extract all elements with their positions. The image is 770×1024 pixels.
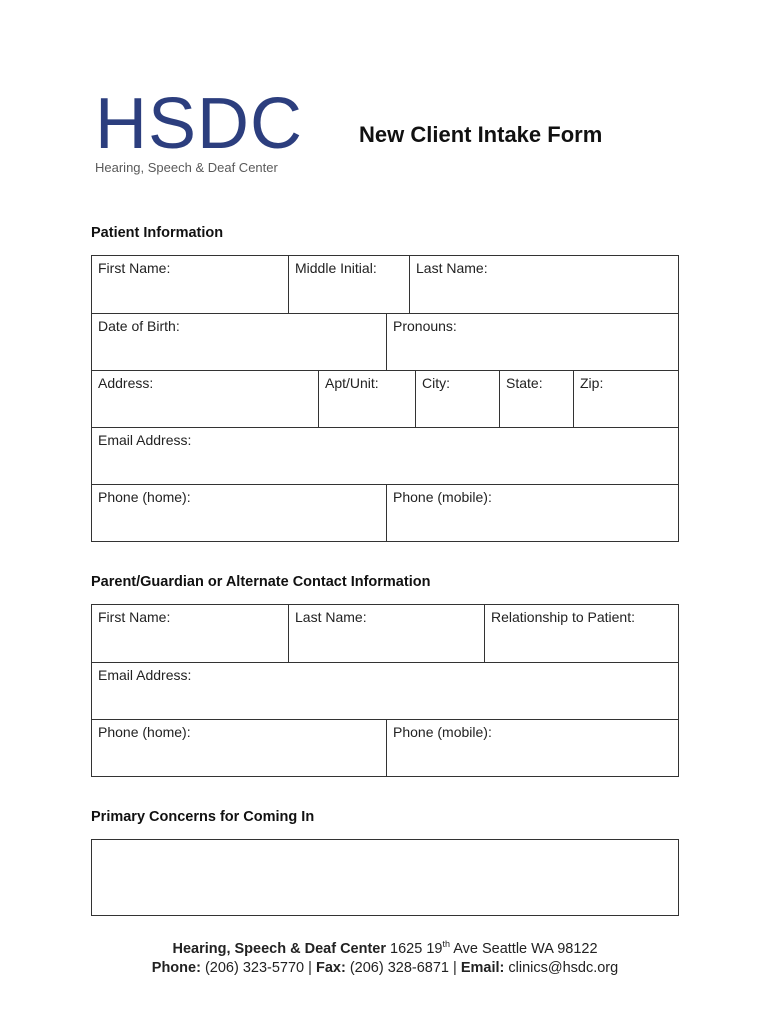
footer-org-name: Hearing, Speech & Deaf Center: [172, 940, 387, 957]
guardian-first-name-cell: [92, 605, 288, 662]
patient-middle-initial-label: Middle Initial:: [295, 260, 377, 276]
guardian-phone-row: [92, 719, 678, 776]
footer-separator: |: [453, 960, 457, 976]
guardian-phone-mobile-cell: [386, 720, 678, 776]
logo-subtitle: Hearing, Speech & Deaf Center: [95, 160, 278, 175]
footer-street-number: 1625 19: [390, 940, 443, 957]
concerns-field[interactable]: [92, 840, 678, 915]
patient-apt-cell: [318, 371, 415, 427]
patient-last-name-field[interactable]: [416, 276, 672, 302]
logo-mark: HSDC: [95, 84, 304, 164]
patient-phone-home-cell: [92, 485, 386, 541]
form-title: New Client Intake Form: [359, 122, 603, 147]
footer-street-suffix: th: [442, 939, 450, 949]
guardian-phone-home-label: Phone (home):: [98, 724, 191, 740]
guardian-phone-home-field[interactable]: [98, 740, 380, 766]
patient-dob-label: Date of Birth:: [98, 318, 180, 334]
patient-phone-mobile-label: Phone (mobile):: [393, 489, 492, 505]
patient-last-name-cell: [409, 256, 678, 313]
footer-address-line: [0, 939, 770, 957]
patient-pronouns-label: Pronouns:: [393, 318, 457, 334]
guardian-info-grid: [91, 604, 679, 777]
footer-email-label: Email:: [460, 960, 505, 976]
guardian-last-name-field[interactable]: [295, 625, 478, 651]
guardian-email-cell: [92, 663, 678, 719]
guardian-last-name-label: Last Name:: [295, 609, 367, 625]
patient-apt-field[interactable]: [325, 391, 409, 417]
patient-first-name-label: First Name:: [98, 260, 171, 276]
patient-phone-mobile-cell: [386, 485, 678, 541]
patient-email-label: Email Address:: [98, 432, 192, 448]
patient-dob-cell: [92, 314, 386, 370]
patient-middle-initial-cell: [288, 256, 409, 313]
footer-contact-line: [0, 960, 770, 976]
guardian-phone-home-cell: [92, 720, 386, 776]
patient-email-row: [92, 427, 678, 484]
patient-dob-row: [92, 313, 678, 370]
guardian-email-row: [92, 662, 678, 719]
guardian-phone-mobile-field[interactable]: [393, 740, 672, 766]
guardian-relationship-cell: [484, 605, 678, 662]
patient-info-grid: [91, 255, 679, 542]
patient-phone-mobile-field[interactable]: [393, 505, 672, 531]
patient-zip-field[interactable]: [580, 391, 672, 417]
guardian-last-name-cell: [288, 605, 484, 662]
concerns-box: [91, 839, 679, 916]
patient-email-field[interactable]: [98, 448, 672, 474]
guardian-first-name-label: First Name:: [98, 609, 171, 625]
footer-phone-label: Phone:: [151, 960, 201, 976]
patient-zip-label: Zip:: [580, 375, 604, 391]
patient-first-name-field[interactable]: [98, 276, 282, 302]
patient-address-label: Address:: [98, 375, 154, 391]
footer-separator: |: [308, 960, 312, 976]
patient-name-row: [92, 256, 678, 313]
footer-phone: (206) 323-5770: [204, 960, 305, 976]
patient-last-name-label: Last Name:: [416, 260, 488, 276]
guardian-first-name-field[interactable]: [98, 625, 282, 651]
patient-phone-home-label: Phone (home):: [98, 489, 191, 505]
guardian-name-row: [92, 605, 678, 662]
patient-city-field[interactable]: [422, 391, 493, 417]
patient-state-label: State:: [506, 375, 543, 391]
guardian-section-heading: Parent/Guardian or Alternate Contact Information: [91, 574, 431, 590]
patient-dob-field[interactable]: [98, 334, 380, 360]
hsdc-logo: [95, 84, 304, 175]
patient-pronouns-field[interactable]: [393, 334, 672, 360]
patient-phone-home-field[interactable]: [98, 505, 380, 531]
patient-state-field[interactable]: [506, 391, 567, 417]
patient-address-row: [92, 370, 678, 427]
footer-street-rest: Ave Seattle WA 98122: [453, 940, 598, 957]
concerns-section-heading: Primary Concerns for Coming In: [91, 809, 315, 825]
guardian-phone-mobile-label: Phone (mobile):: [393, 724, 492, 740]
guardian-relationship-label: Relationship to Patient:: [491, 609, 635, 625]
footer-fax-label: Fax:: [315, 960, 346, 976]
guardian-email-field[interactable]: [98, 683, 672, 709]
patient-state-cell: [499, 371, 573, 427]
patient-city-label: City:: [422, 375, 450, 391]
patient-phone-row: [92, 484, 678, 541]
patient-city-cell: [415, 371, 499, 427]
patient-pronouns-cell: [386, 314, 678, 370]
guardian-email-label: Email Address:: [98, 667, 192, 683]
footer-fax: (206) 328-6871: [349, 960, 449, 976]
guardian-relationship-field[interactable]: [491, 625, 672, 651]
patient-first-name-cell: [92, 256, 288, 313]
patient-email-cell: [92, 428, 678, 484]
patient-address-field[interactable]: [98, 391, 312, 417]
footer-email: clinics@hsdc.org: [508, 960, 619, 976]
patient-address-cell: [92, 371, 318, 427]
patient-middle-initial-field[interactable]: [295, 276, 403, 302]
patient-apt-label: Apt/Unit:: [325, 375, 379, 391]
patient-section-heading: Patient Information: [91, 225, 224, 241]
patient-zip-cell: [573, 371, 678, 427]
